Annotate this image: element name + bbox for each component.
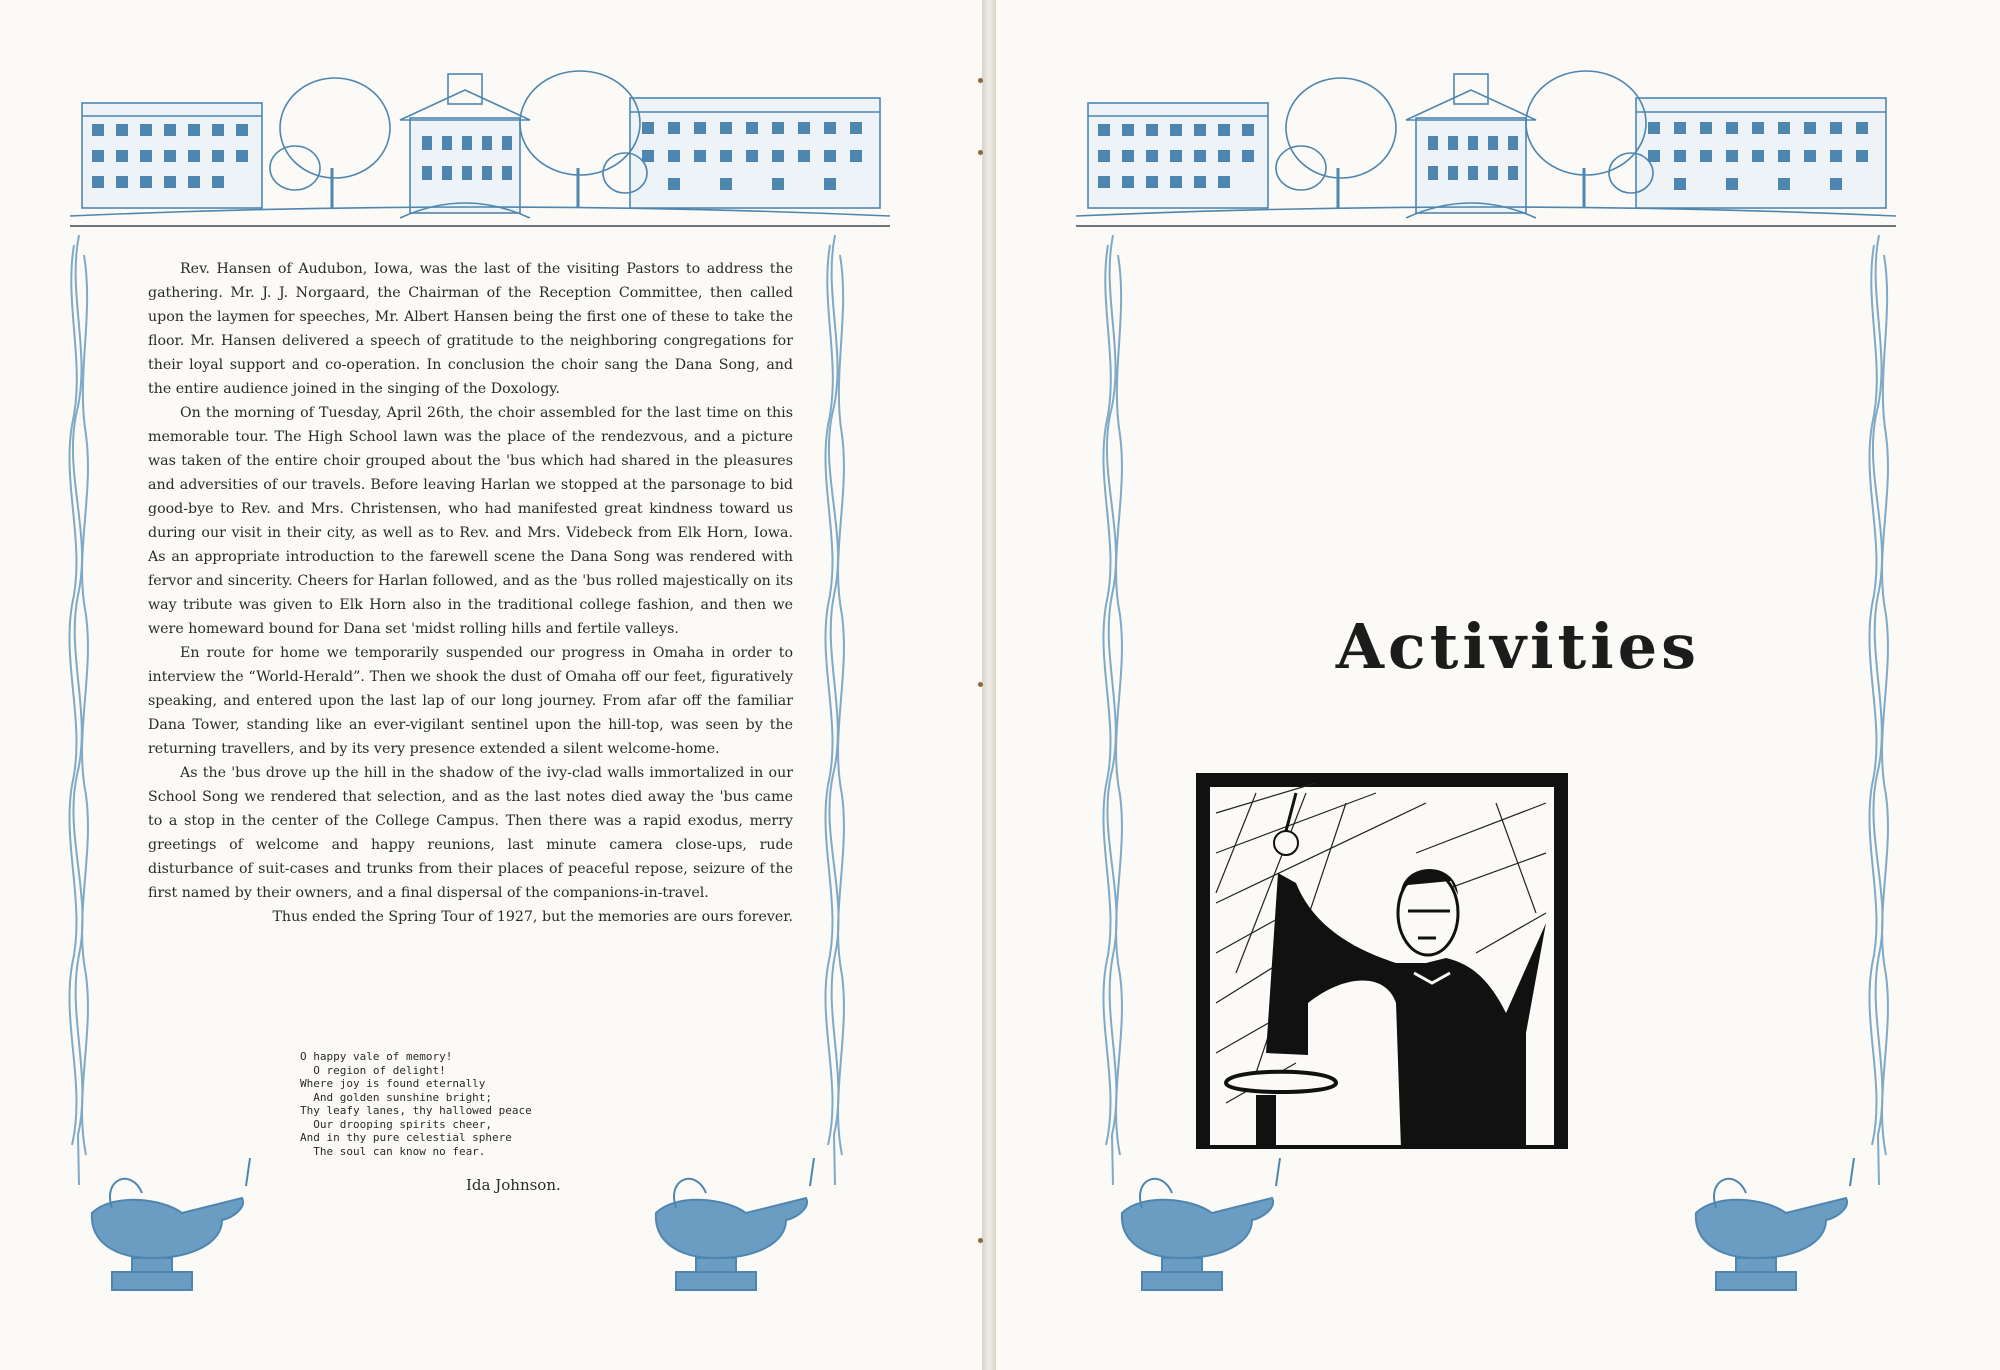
paragraph-1: Rev. Hansen of Audubon, Iowa, was the last of the visiting Pastors to address the gathering. Mr. J. J. Norgaard, the Chairman of the Reception Committee, then called upon the laymen for speeches, Mr. Albert Hansen being the first one of these to take the floor. Mr. Hansen delivered a speech of gratitude to the neighboring congregations for their loyal support and co-operation. In conclusion the choir sang the Dana Song, and the entire audience joined in the singing of the Doxology. bbox=[148, 261, 793, 397]
page-gutter bbox=[982, 0, 996, 1370]
campus-header-illustration bbox=[70, 58, 890, 230]
left-vine-border bbox=[62, 235, 96, 1185]
left-vine-border bbox=[1096, 235, 1130, 1185]
binding-hole bbox=[978, 682, 983, 687]
section-title: Activities bbox=[1335, 610, 1701, 683]
right-vine-border bbox=[818, 235, 852, 1185]
poem-line: Where joy is found eternally bbox=[300, 1077, 486, 1090]
poem-line: Our drooping spirits cheer, bbox=[300, 1117, 493, 1131]
right-page bbox=[996, 0, 2000, 1370]
poem-line: And golden sunshine bright; bbox=[300, 1090, 493, 1104]
poem-author: Ida Johnson. bbox=[466, 1176, 561, 1194]
oil-lamp-left-icon bbox=[1102, 1158, 1292, 1308]
oil-lamp-right-icon bbox=[1676, 1158, 1866, 1308]
poem-line: O region of delight! bbox=[300, 1063, 446, 1077]
poem-line: The soul can know no fear. bbox=[300, 1144, 486, 1158]
left-page bbox=[0, 0, 982, 1370]
binding-hole bbox=[978, 78, 983, 83]
poem-line: And in thy pure celestial sphere bbox=[300, 1131, 512, 1144]
binding-hole bbox=[978, 150, 983, 155]
binding-hole bbox=[978, 1238, 983, 1243]
oil-lamp-left-icon bbox=[72, 1158, 262, 1308]
conductor-sketch-illustration bbox=[1196, 773, 1568, 1149]
paragraph-2: On the morning of Tuesday, April 26th, the choir assembled for the last time on this memorable tour. The High School lawn was the place of the rendezvous, and a picture was taken of the entire choir grouped about the 'bus which had shared in the pleasures and adversities of our travels. Before leaving Harlan we stopped at the parsonage to bid good-bye to Rev. and Mrs. Christensen, who had manifested great kindness toward us during our visit in their city, as well as to Rev. and Mrs. Videbeck from Elk Horn, Iowa. As an appropriate introduction to the farewell scene the Dana Song was rendered with fervor and sincerity. Cheers for Harlan followed, and as the 'bus rolled majestically on its way tribute was given to Elk Horn also in the traditional college fashion, and then we were homeward bound for Dana set 'midst rolling hills and fertile valleys. bbox=[148, 405, 793, 637]
closing-line: Thus ended the Spring Tour of 1927, but the memories are ours forever. bbox=[272, 909, 793, 925]
paragraph-3: En route for home we temporarily suspended our progress in Omaha in order to interview the “World-Herald”. Then we shook the dust of Omaha off our feet, figuratively speaking, and entered upon the last lap of our long journey. From afar off the familiar Dana Tower, standing like an ever-vigilant sentinel upon the hill-top, was seen by the returning travellers, and by its very presence extended a silent welcome-home. bbox=[148, 645, 793, 757]
right-vine-border bbox=[1862, 235, 1896, 1185]
poem bbox=[300, 1050, 600, 1158]
poem-line: Thy leafy lanes, thy hallowed peace bbox=[300, 1104, 532, 1117]
paragraph-4: As the 'bus drove up the hill in the shadow of the ivy-clad walls immortalized in our School Song we rendered that selection, and as the last notes died away the 'bus came to a stop in the center of the College Campus. Then there was a rapid exodus, merry greetings of welcome and happy reunions, last minute camera close-ups, rude disturbance of suit-cases and trunks from their places of peaceful repose, seizure of the first named by their owners, and a final dispersal of the companions-in-travel. bbox=[148, 765, 793, 901]
poem-line: O happy vale of memory! bbox=[300, 1050, 453, 1063]
oil-lamp-right-icon bbox=[636, 1158, 826, 1308]
campus-header-illustration bbox=[1076, 58, 1896, 230]
tour-narrative-text bbox=[148, 257, 793, 929]
